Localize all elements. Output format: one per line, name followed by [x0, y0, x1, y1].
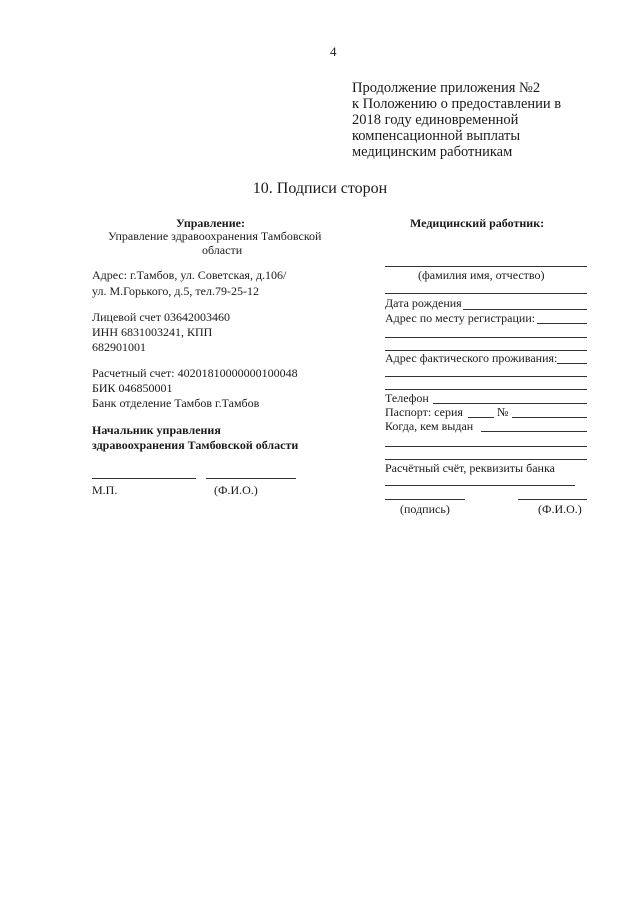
org-name-line1: Управление здравоохранения Тамбовской	[108, 229, 322, 243]
org-name-line2: области	[202, 243, 243, 257]
annex-line: к Положению о предоставлении в	[352, 96, 562, 112]
mp-label: М.П.	[92, 483, 118, 497]
page-number: 4	[330, 44, 337, 59]
phone-label: Телефон	[385, 391, 429, 405]
bank-details-line	[385, 485, 575, 486]
phone-line	[433, 403, 587, 404]
actual-address-line	[557, 363, 587, 364]
annex-line: компенсационной выплаты	[352, 128, 521, 144]
section-title: 10. Подписи сторон	[252, 180, 388, 197]
signature-line	[385, 499, 465, 500]
bik: БИК 046850001	[92, 381, 173, 395]
blank-line	[385, 389, 587, 390]
fio-line	[206, 478, 296, 479]
address-line2: ул. М.Горького, д.5, тел.79-25-12	[92, 284, 259, 298]
right-fio-caption: (Ф.И.О.)	[538, 502, 582, 516]
chief-title-line1: Начальник управления	[92, 423, 221, 437]
chief-title-line2: здравоохранения Тамбовской области	[92, 438, 299, 452]
bank-name: Банк отделение Тамбов г.Тамбов	[92, 396, 260, 410]
blank-line	[385, 446, 587, 447]
issued-by-line	[481, 431, 587, 432]
blank-line	[385, 337, 587, 338]
blank-line	[385, 459, 587, 460]
fullname-caption: (фамилия имя, отчество)	[418, 268, 545, 282]
fio-line	[518, 499, 587, 500]
passport-number-line	[512, 417, 587, 418]
left-heading: Управление:	[176, 216, 245, 230]
signature-caption: (подпись)	[400, 502, 450, 516]
inn-kpp: ИНН 6831003241, КПП	[92, 325, 213, 339]
annex-header	[352, 80, 592, 160]
signature-line	[92, 478, 196, 479]
bank-details-label: Расчётный счёт, реквизиты банка	[385, 461, 555, 475]
passport-number-sign: №	[497, 405, 509, 419]
passport-series-line	[468, 417, 494, 418]
actual-address-label: Адрес фактического проживания:	[385, 351, 558, 365]
issued-by-label: Когда, кем выдан	[385, 419, 474, 433]
annex-line: Продолжение приложения №2	[352, 80, 541, 96]
blank-line	[385, 293, 587, 294]
reg-address-label: Адрес по месту регистрации:	[385, 311, 536, 325]
reg-address-line	[537, 323, 587, 324]
address-line1: Адрес: г.Тамбов, ул. Советская, д.106/	[92, 268, 287, 282]
fullname-line	[385, 266, 587, 267]
annex-line: 2018 году единовременной	[352, 112, 519, 128]
birth-date-line	[463, 309, 587, 310]
personal-account: Лицевой счет 03642003460	[92, 310, 231, 324]
right-heading: Медицинский работник:	[410, 216, 545, 230]
birth-date-label: Дата рождения	[385, 296, 462, 310]
blank-line	[385, 376, 587, 377]
left-fio-label: (Ф.И.О.)	[214, 483, 258, 497]
passport-series-label: Паспорт: серия	[385, 405, 463, 419]
settlement-account: Расчетный счет: 40201810000000100048	[92, 366, 298, 380]
annex-line: медицинским работникам	[352, 144, 513, 160]
kpp-value: 682901001	[92, 340, 146, 354]
